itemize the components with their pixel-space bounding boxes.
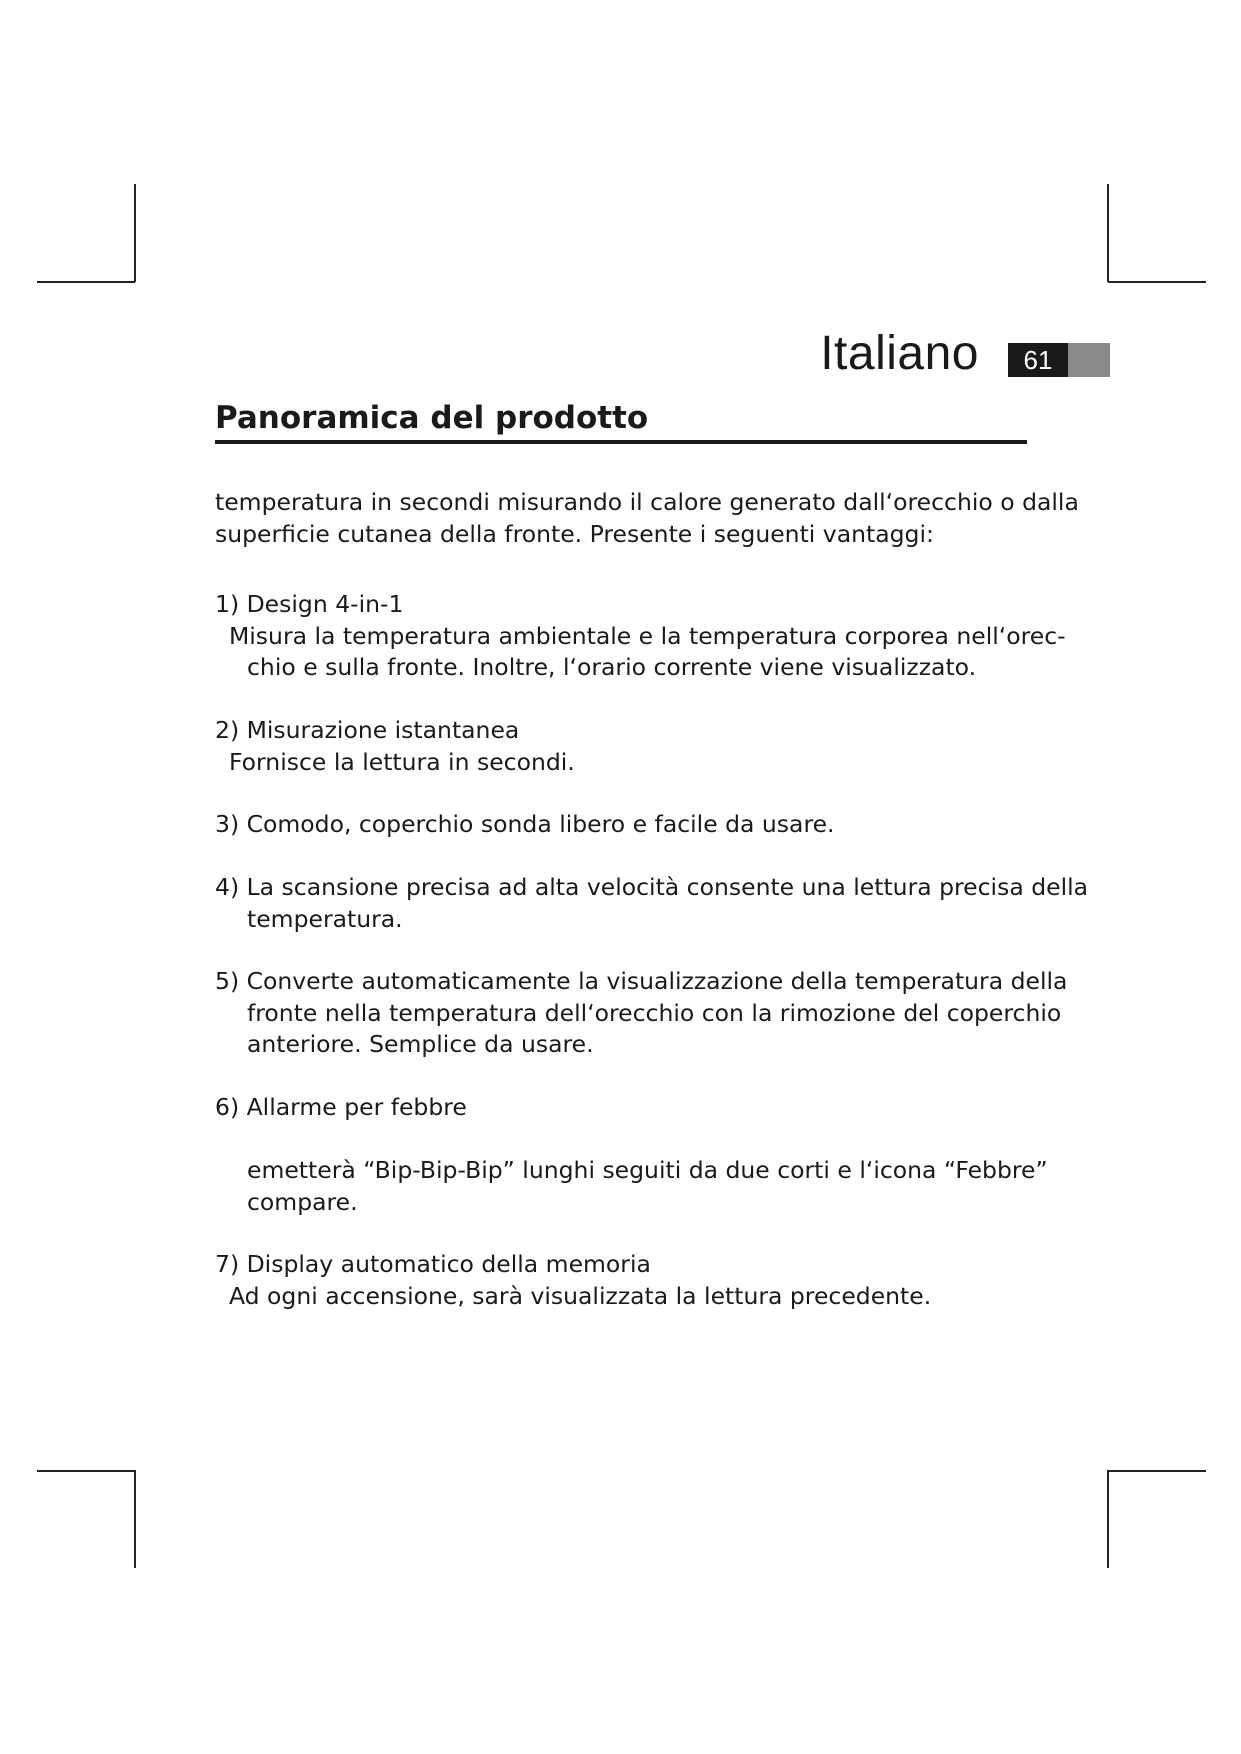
language-heading: Italiano (820, 327, 979, 380)
list-item-title: 7) Display automatico della memoria (215, 1250, 651, 1278)
list-item-text: Fornisce la lettura in secondi. (229, 748, 575, 776)
list-item-text: Misura la temperatura ambientale e la temperatura corporea nell‘orec- (229, 622, 1066, 650)
list-item-text: anteriore. Semplice da usare. (247, 1030, 594, 1058)
list-item-text: chio e sulla fronte. Inoltre, l‘orario corrente viene visualizzato. (247, 653, 977, 681)
list-item-text: Ad ogni accensione, sarà visualizzata la lettura precedente. (229, 1282, 932, 1310)
crop-mark-bottom-left-vertical (134, 1470, 136, 1568)
crop-mark-bottom-right-vertical (1107, 1470, 1109, 1568)
list-item-title: 5) Converte automaticamente la visualizzazione della temperatura della (215, 967, 1068, 995)
intro-line: temperatura in secondi misurando il calore generato dall‘orecchio o dalla (215, 488, 1079, 516)
intro-line: superficie cutanea della fronte. Presente i seguenti vantaggi: (215, 520, 934, 548)
section-title: Panoramica del prodotto (215, 400, 649, 436)
crop-mark-top-left-vertical (134, 184, 136, 282)
list-item-text: emetterà “Bip-Bip-Bip” lunghi seguiti da due corti e l‘icona “Febbre” (247, 1156, 1048, 1184)
list-item-title: 2) Misurazione istantanea (215, 716, 520, 744)
list-item-text: compare. (247, 1188, 358, 1216)
list-item-title: 6) Allarme per febbre (215, 1093, 467, 1121)
page-tab-grey-block (1068, 343, 1110, 377)
list-item-title: 3) Comodo, coperchio sonda libero e facile da usare. (215, 810, 835, 838)
crop-mark-bottom-left-horizontal (37, 1470, 135, 1472)
page-number: 61 (1008, 343, 1068, 377)
list-item-text: fronte nella temperatura dell‘orecchio con la rimozione del coperchio (247, 999, 1062, 1027)
crop-mark-top-right-vertical (1107, 184, 1109, 282)
list-item-text: temperatura. (247, 905, 403, 933)
crop-mark-bottom-right-horizontal (1108, 1470, 1206, 1472)
list-item-title: 4) La scansione precisa ad alta velocità consente una lettura precisa della (215, 873, 1089, 901)
section-rule (215, 440, 1027, 444)
crop-mark-top-left-horizontal (37, 281, 135, 283)
page-number-tab (1008, 343, 1110, 377)
crop-mark-top-right-horizontal (1108, 281, 1206, 283)
list-item-title: 1) Design 4-in-1 (215, 590, 404, 618)
